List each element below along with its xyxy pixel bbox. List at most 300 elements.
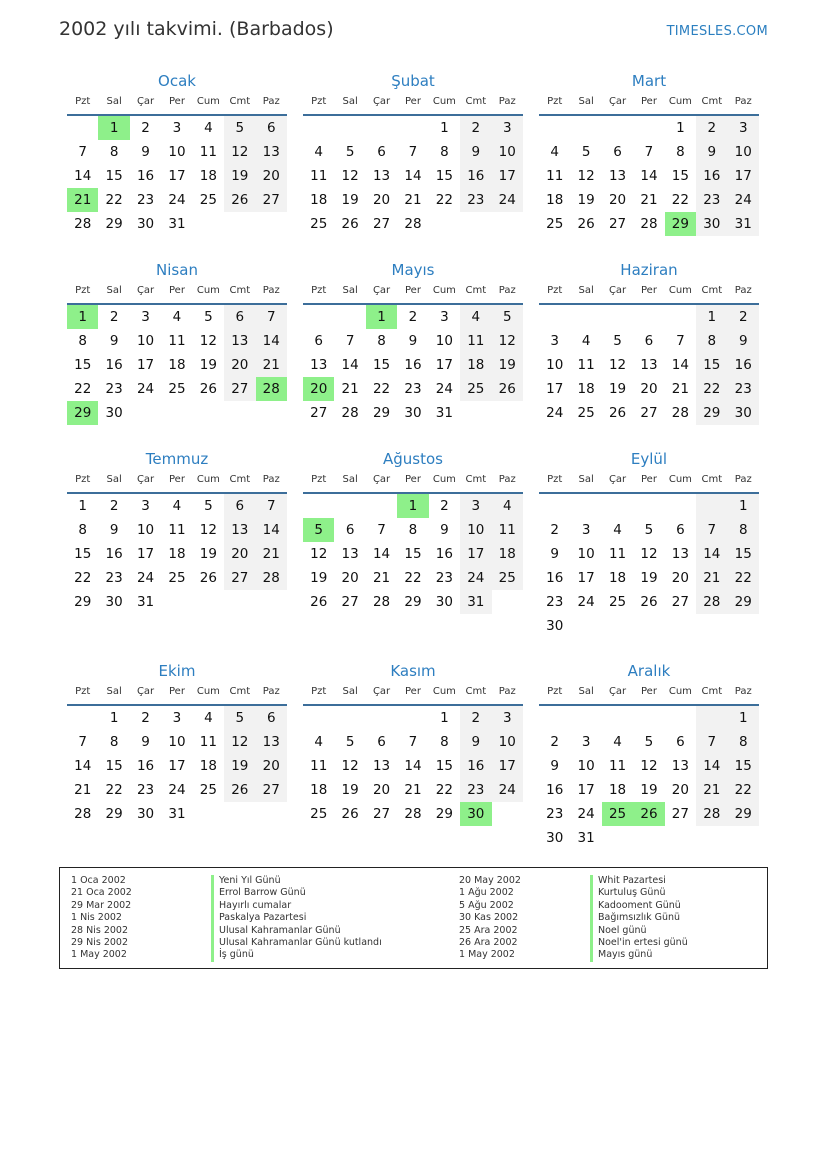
day-cell: 5 (345, 144, 355, 160)
day-cell: 6 (256, 706, 287, 730)
day-cell: 10 (577, 546, 595, 562)
day-cell: 22 (404, 570, 422, 586)
day-cell: 31 (577, 830, 595, 846)
day-cell: 8 (408, 522, 418, 538)
day-cell: 12 (310, 546, 328, 562)
day-cell: 14 (256, 329, 287, 353)
weekday-label: Cum (196, 474, 220, 485)
month-name: Eylül (630, 450, 668, 468)
weekday-header (303, 682, 523, 706)
day-cell: 13 (224, 518, 255, 542)
day-cell: 16 (460, 754, 491, 778)
day-cell: 27 (640, 405, 658, 421)
day-cell: 27 (310, 405, 328, 421)
empty-cell (696, 494, 727, 518)
holiday-date: 1 Ağu 2002 (459, 887, 514, 899)
weekday-label: Çar (136, 686, 155, 697)
day-cell: 1 (728, 706, 759, 730)
weekday-label: Pzt (547, 686, 563, 697)
weekday-label: Paz (262, 96, 280, 107)
day-cell: 20 (256, 164, 287, 188)
weekday-label: Çar (608, 96, 627, 107)
day-cell: 6 (224, 494, 255, 518)
day-cell: 11 (168, 522, 186, 538)
day-cell: 24 (136, 570, 155, 586)
day-grid (67, 494, 287, 614)
day-cell: 15 (696, 353, 727, 377)
day-cell: 27 (671, 806, 689, 822)
day-cell: 12 (224, 730, 255, 754)
day-cell: 7 (256, 494, 287, 518)
day-cell: 8 (377, 333, 386, 349)
holiday-day-cell: 28 (256, 377, 287, 401)
day-cell: 16 (546, 782, 564, 798)
day-cell: 26 (224, 778, 255, 802)
page-title: 2002 yılı takvimi. (Barbados) (59, 18, 334, 40)
day-cell: 7 (345, 333, 355, 349)
holiday-date: 29 Nis 2002 (71, 936, 128, 948)
day-cell: 9 (460, 730, 491, 754)
day-cell: 7 (78, 144, 87, 160)
day-cell: 15 (435, 758, 453, 774)
day-cell: 1 (728, 494, 759, 518)
day-cell: 3 (581, 522, 591, 538)
day-cell: 17 (168, 758, 186, 774)
empty-cell (539, 706, 570, 730)
day-cell: 17 (577, 782, 595, 798)
day-grid (67, 305, 287, 425)
day-cell: 1 (440, 120, 449, 136)
day-cell: 10 (577, 758, 595, 774)
weekday-label: Sal (342, 96, 358, 107)
weekday-label: Pzt (75, 96, 91, 107)
day-cell: 10 (492, 140, 523, 164)
weekday-label: Cmt (229, 474, 251, 485)
day-cell: 31 (435, 405, 453, 421)
day-cell: 11 (492, 518, 523, 542)
day-cell: 11 (577, 357, 595, 373)
day-cell: 26 (341, 806, 359, 822)
weekday-label: Sal (106, 285, 122, 296)
weekday-label: Paz (498, 686, 516, 697)
holiday-day-cell: 1 (67, 305, 98, 329)
day-cell: 29 (696, 401, 727, 425)
day-cell: 2 (440, 498, 449, 514)
day-cell: 26 (341, 216, 359, 232)
weekday-label: Cmt (465, 285, 487, 296)
day-cell: 6 (224, 305, 255, 329)
day-cell: 12 (341, 168, 359, 184)
day-cell: 16 (105, 357, 123, 373)
weekday-label: Çar (372, 285, 391, 296)
day-cell: 17 (136, 546, 155, 562)
weekday-label: Paz (498, 285, 516, 296)
day-cell: 22 (728, 778, 759, 802)
day-cell: 9 (141, 734, 150, 750)
month-block (303, 448, 523, 614)
empty-cell (539, 305, 570, 329)
day-cell: 15 (372, 357, 391, 373)
day-cell: 9 (440, 522, 449, 538)
day-cell: 17 (136, 357, 155, 373)
day-cell: 28 (74, 806, 92, 822)
empty-cell (303, 706, 334, 730)
empty-cell (397, 116, 428, 140)
holiday-day-cell: 1 (98, 116, 129, 140)
day-cell: 15 (404, 546, 422, 562)
day-cell: 15 (105, 168, 123, 184)
day-cell: 25 (310, 806, 328, 822)
day-cell: 8 (440, 144, 449, 160)
day-cell: 23 (435, 570, 453, 586)
holiday-dates-left (71, 875, 132, 962)
holiday-name: Kurtuluş Günü (590, 887, 688, 899)
day-cell: 24 (577, 806, 595, 822)
day-cell: 25 (168, 381, 186, 397)
day-cell: 28 (404, 806, 422, 822)
day-cell: 9 (728, 329, 759, 353)
day-cell: 20 (640, 381, 658, 397)
weekday-label: Pzt (311, 285, 327, 296)
day-cell: 1 (440, 710, 449, 726)
day-cell: 20 (224, 353, 255, 377)
weekday-header (303, 92, 523, 116)
day-grid (539, 706, 759, 850)
day-cell: 25 (492, 566, 523, 590)
day-cell: 20 (671, 782, 689, 798)
day-cell: 8 (728, 518, 759, 542)
day-cell: 27 (341, 594, 359, 610)
empty-cell (334, 494, 365, 518)
day-cell: 5 (581, 144, 591, 160)
day-cell: 7 (696, 730, 727, 754)
day-cell: 13 (640, 357, 658, 373)
day-cell: 9 (109, 522, 119, 538)
weekday-label: Paz (262, 474, 280, 485)
weekday-header (303, 281, 523, 305)
weekday-label: Pzt (547, 96, 563, 107)
month-block (539, 660, 759, 850)
weekday-label: Sal (578, 96, 594, 107)
day-cell: 3 (141, 309, 150, 325)
weekday-label: Cmt (701, 686, 723, 697)
weekday-label: Pzt (547, 285, 563, 296)
empty-cell (696, 706, 727, 730)
day-cell: 3 (172, 710, 182, 726)
weekday-label: Per (169, 686, 185, 697)
weekday-label: Sal (342, 686, 358, 697)
day-cell: 13 (608, 168, 627, 184)
empty-cell (366, 116, 397, 140)
day-cell: 11 (168, 333, 186, 349)
day-cell: 21 (372, 570, 391, 586)
day-cell: 15 (74, 546, 92, 562)
day-cell: 14 (640, 168, 658, 184)
weekday-label: Pzt (75, 474, 91, 485)
weekday-label: Paz (734, 285, 752, 296)
weekday-label: Per (641, 285, 657, 296)
day-cell: 2 (460, 706, 491, 730)
day-cell: 23 (546, 594, 564, 610)
day-cell: 9 (141, 144, 150, 160)
empty-cell (602, 305, 633, 329)
day-cell: 19 (640, 782, 658, 798)
weekday-label: Per (641, 96, 657, 107)
day-cell: 19 (310, 570, 328, 586)
day-cell: 31 (136, 594, 155, 610)
day-cell: 2 (408, 309, 418, 325)
empty-cell (334, 706, 365, 730)
weekday-label: Paz (734, 474, 752, 485)
day-cell: 3 (581, 734, 591, 750)
day-cell: 22 (435, 782, 453, 798)
day-cell: 30 (546, 830, 564, 846)
day-cell: 13 (256, 140, 287, 164)
day-cell: 4 (314, 144, 323, 160)
day-cell: 29 (105, 216, 123, 232)
day-cell: 24 (168, 782, 186, 798)
day-cell: 9 (550, 758, 559, 774)
day-cell: 4 (613, 734, 622, 750)
day-cell: 23 (460, 188, 491, 212)
weekday-label: Cmt (701, 474, 723, 485)
holiday-day-cell: 21 (67, 188, 98, 212)
day-cell: 26 (640, 594, 658, 610)
day-cell: 5 (204, 498, 213, 514)
day-cell: 29 (404, 594, 422, 610)
day-cell: 13 (256, 730, 287, 754)
weekday-label: Paz (262, 285, 280, 296)
day-cell: 6 (377, 144, 386, 160)
day-cell: 14 (404, 168, 422, 184)
day-cell: 3 (550, 333, 559, 349)
weekday-header (539, 470, 759, 494)
weekday-label: Cum (196, 686, 220, 697)
day-cell: 26 (492, 377, 523, 401)
weekday-label: Çar (608, 474, 627, 485)
holiday-day-cell: 25 (602, 802, 633, 826)
empty-cell (539, 116, 570, 140)
day-cell: 14 (256, 518, 287, 542)
weekday-label: Cmt (701, 96, 723, 107)
weekday-label: Cmt (701, 285, 723, 296)
weekday-label: Cum (668, 686, 692, 697)
day-cell: 17 (168, 168, 186, 184)
day-cell: 19 (640, 570, 658, 586)
day-cell: 24 (492, 188, 523, 212)
day-cell: 9 (109, 333, 119, 349)
day-cell: 23 (696, 188, 727, 212)
day-cell: 4 (314, 734, 323, 750)
day-cell: 11 (546, 168, 564, 184)
day-cell: 16 (696, 164, 727, 188)
day-cell: 18 (310, 782, 328, 798)
month-block (67, 660, 287, 826)
day-cell: 22 (74, 570, 92, 586)
day-cell: 27 (372, 216, 391, 232)
empty-cell (633, 116, 664, 140)
weekday-label: Çar (136, 474, 155, 485)
day-cell: 9 (696, 140, 727, 164)
day-cell: 13 (372, 758, 391, 774)
day-cell: 23 (404, 381, 422, 397)
day-cell: 14 (372, 546, 391, 562)
day-grid (303, 116, 523, 236)
day-cell: 27 (608, 216, 627, 232)
day-cell: 5 (644, 734, 654, 750)
day-cell: 26 (310, 594, 328, 610)
day-cell: 3 (492, 116, 523, 140)
day-cell: 19 (199, 546, 217, 562)
month-name: Ağustos (383, 450, 443, 468)
day-cell: 3 (728, 116, 759, 140)
day-cell: 19 (199, 357, 217, 373)
weekday-header (539, 682, 759, 706)
day-cell: 27 (224, 377, 255, 401)
day-cell: 15 (671, 168, 689, 184)
day-cell: 19 (608, 381, 627, 397)
day-cell: 2 (141, 120, 150, 136)
day-cell: 21 (696, 566, 727, 590)
day-cell: 1 (78, 498, 87, 514)
day-cell: 18 (460, 353, 491, 377)
month-name: Haziran (620, 261, 678, 279)
day-cell: 10 (546, 357, 564, 373)
day-cell: 6 (377, 734, 386, 750)
weekday-label: Çar (372, 474, 391, 485)
day-grid (67, 116, 287, 236)
day-cell: 28 (372, 594, 391, 610)
day-cell: 2 (109, 498, 119, 514)
weekday-header (67, 281, 287, 305)
holiday-day-cell: 30 (460, 802, 491, 826)
empty-cell (570, 706, 601, 730)
day-cell: 26 (199, 381, 217, 397)
day-cell: 5 (644, 522, 654, 538)
empty-cell (303, 494, 334, 518)
day-cell: 17 (577, 570, 595, 586)
day-cell: 3 (492, 706, 523, 730)
day-cell: 4 (581, 333, 591, 349)
empty-cell (303, 305, 334, 329)
day-cell: 16 (105, 546, 123, 562)
day-cell: 17 (460, 542, 491, 566)
day-cell: 5 (613, 333, 622, 349)
day-cell: 12 (640, 546, 658, 562)
day-cell: 26 (224, 188, 255, 212)
holiday-name: Yeni Yıl Günü (211, 875, 382, 887)
day-cell: 16 (546, 570, 564, 586)
empty-cell (602, 494, 633, 518)
empty-cell (570, 305, 601, 329)
weekday-label: Çar (372, 686, 391, 697)
day-cell: 22 (105, 192, 123, 208)
day-cell: 24 (136, 381, 155, 397)
day-cell: 22 (74, 381, 92, 397)
empty-cell (633, 706, 664, 730)
month-name: Mayıs (391, 261, 435, 279)
empty-cell (67, 706, 98, 730)
day-grid (303, 706, 523, 826)
day-cell: 22 (435, 192, 453, 208)
day-cell: 30 (728, 401, 759, 425)
holiday-name: Hayırlı cumalar (211, 900, 382, 912)
day-cell: 24 (546, 405, 564, 421)
day-cell: 24 (492, 778, 523, 802)
month-block (539, 70, 759, 236)
day-cell: 2 (109, 309, 119, 325)
empty-cell (570, 116, 601, 140)
day-cell: 5 (224, 116, 255, 140)
day-cell: 18 (608, 782, 627, 798)
day-cell: 18 (577, 381, 595, 397)
day-cell: 11 (310, 168, 328, 184)
day-cell: 10 (136, 333, 155, 349)
month-block (67, 448, 287, 614)
day-cell: 22 (671, 192, 689, 208)
day-cell: 23 (136, 782, 155, 798)
weekday-label: Paz (734, 96, 752, 107)
holiday-name: Errol Barrow Günü (211, 887, 382, 899)
empty-cell (602, 706, 633, 730)
day-cell: 6 (613, 144, 622, 160)
day-cell: 15 (435, 168, 453, 184)
holiday-date: 1 Nis 2002 (71, 912, 122, 924)
weekday-label: Paz (498, 96, 516, 107)
day-cell: 30 (546, 618, 564, 634)
day-cell: 19 (341, 782, 359, 798)
day-cell: 26 (608, 405, 627, 421)
day-cell: 30 (136, 216, 155, 232)
day-cell: 4 (492, 494, 523, 518)
holiday-name: Noel'in ertesi günü (590, 937, 688, 949)
site-logo-link[interactable]: TIMESLES.COM (666, 24, 768, 39)
holiday-date: 30 Kas 2002 (459, 912, 519, 924)
day-cell: 27 (372, 806, 391, 822)
weekday-header (67, 92, 287, 116)
day-cell: 11 (608, 546, 627, 562)
weekday-label: Cmt (229, 686, 251, 697)
day-cell: 14 (74, 758, 92, 774)
day-cell: 28 (256, 566, 287, 590)
holiday-date: 21 Oca 2002 (71, 887, 132, 899)
day-cell: 28 (404, 216, 422, 232)
day-cell: 19 (492, 353, 523, 377)
holiday-date: 28 Nis 2002 (71, 924, 128, 936)
day-cell: 16 (728, 353, 759, 377)
day-cell: 18 (546, 192, 564, 208)
day-cell: 27 (256, 778, 287, 802)
day-cell: 13 (310, 357, 328, 373)
day-cell: 15 (105, 758, 123, 774)
day-cell: 2 (550, 522, 559, 538)
weekday-label: Pzt (75, 686, 91, 697)
weekday-label: Paz (734, 686, 752, 697)
day-cell: 23 (728, 377, 759, 401)
month-name: Temmuz (145, 450, 209, 468)
day-cell: 14 (404, 758, 422, 774)
empty-cell (397, 706, 428, 730)
day-cell: 9 (460, 140, 491, 164)
weekday-label: Per (641, 686, 657, 697)
day-cell: 6 (345, 522, 355, 538)
holiday-list (59, 867, 768, 969)
day-cell: 8 (109, 144, 119, 160)
day-cell: 12 (577, 168, 595, 184)
day-cell: 11 (460, 329, 491, 353)
weekday-label: Cum (668, 474, 692, 485)
day-cell: 29 (105, 806, 123, 822)
